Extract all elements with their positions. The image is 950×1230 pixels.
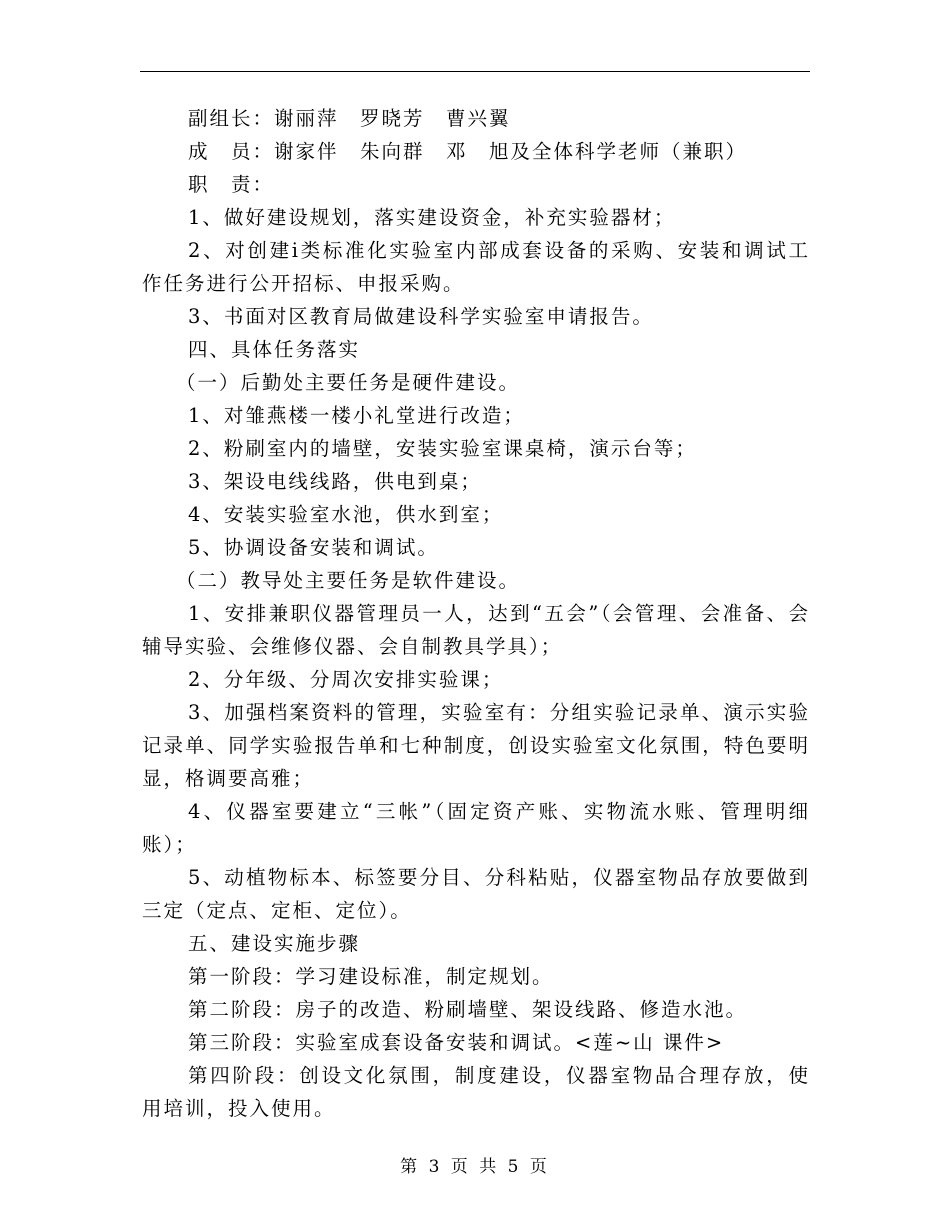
paragraph: 1、做好建设规划，落实建设资金，补充实验器材； [188,206,676,229]
paragraph: 3、架设电线线路，供电到桌； [188,470,482,493]
paragraph: 2、粉刷室内的墙壁，安装实验室课桌椅，演示台等； [188,437,697,460]
paragraph: 第三阶段：实验室成套设备安装和调试。<莲~山 课件> [188,1031,725,1054]
paragraph: 1、对雏燕楼一楼小礼堂进行改造； [188,404,525,427]
paragraph: 第二阶段：房子的改造、粉刷墙壁、架设线路、修造水池。 [188,998,748,1021]
paragraph: （二）教导处主要任务是软件建设。 [176,569,521,592]
paragraph: 职 责： [188,173,275,196]
paragraph: 第一阶段：学习建设标准，制定规划。 [188,965,554,988]
paragraph: 2、对创建ⅰ类标准化实验室内部成套设备的采购、安装和调试工作任务进行公开招标、申报采购。 [142,239,810,295]
paragraph: （一）后勤处主要任务是硬件建设。 [176,371,521,394]
document-body [142,102,810,1125]
paragraph: 3、加强档案资料的管理，实验室有：分组实验记录单、演示实验记录单、同学实验报告单和七种制度，创设实验室文化氛围，特色要明显，格调要高雅； [142,701,810,790]
paragraph: 3、书面对区教育局做建设科学实验室申请报告。 [188,305,654,328]
paragraph: 四、具体任务落实 [188,338,361,361]
paragraph: 2、分年级、分周次安排实验课； [188,668,504,691]
paragraph: 第四阶段：创设文化氛围，制度建设，仪器室物品合理存放，使用培训，投入使用。 [142,1064,810,1120]
paragraph: 4、仪器室要建立“三帐”（固定资产账、实物流水账、管理明细账）； [142,800,810,856]
paragraph: 五、建设实施步骤 [188,932,361,955]
paragraph: 1、安排兼职仪器管理员一人，达到“五会”（会管理、会准备、会辅导实验、会维修仪器、会自制教具学具）； [142,602,810,658]
paragraph: 5、协调设备安装和调试。 [188,536,439,559]
paragraph: 副组长：谢丽萍 罗晓芳 曹兴翼 [188,107,511,130]
paragraph: 5、动植物标本、标签要分目、分科粘贴，仪器室物品存放要做到三定（定点、定柜、定位）。 [142,866,810,922]
header-rule [140,71,810,72]
paragraph: 4、安装实验室水池，供水到室； [188,503,504,526]
page-footer: 第 3 页 共 5 页 [400,1157,550,1177]
paragraph: 成 员：谢家伴 朱向群 邓 旭及全体科学老师（兼职） [188,140,748,163]
